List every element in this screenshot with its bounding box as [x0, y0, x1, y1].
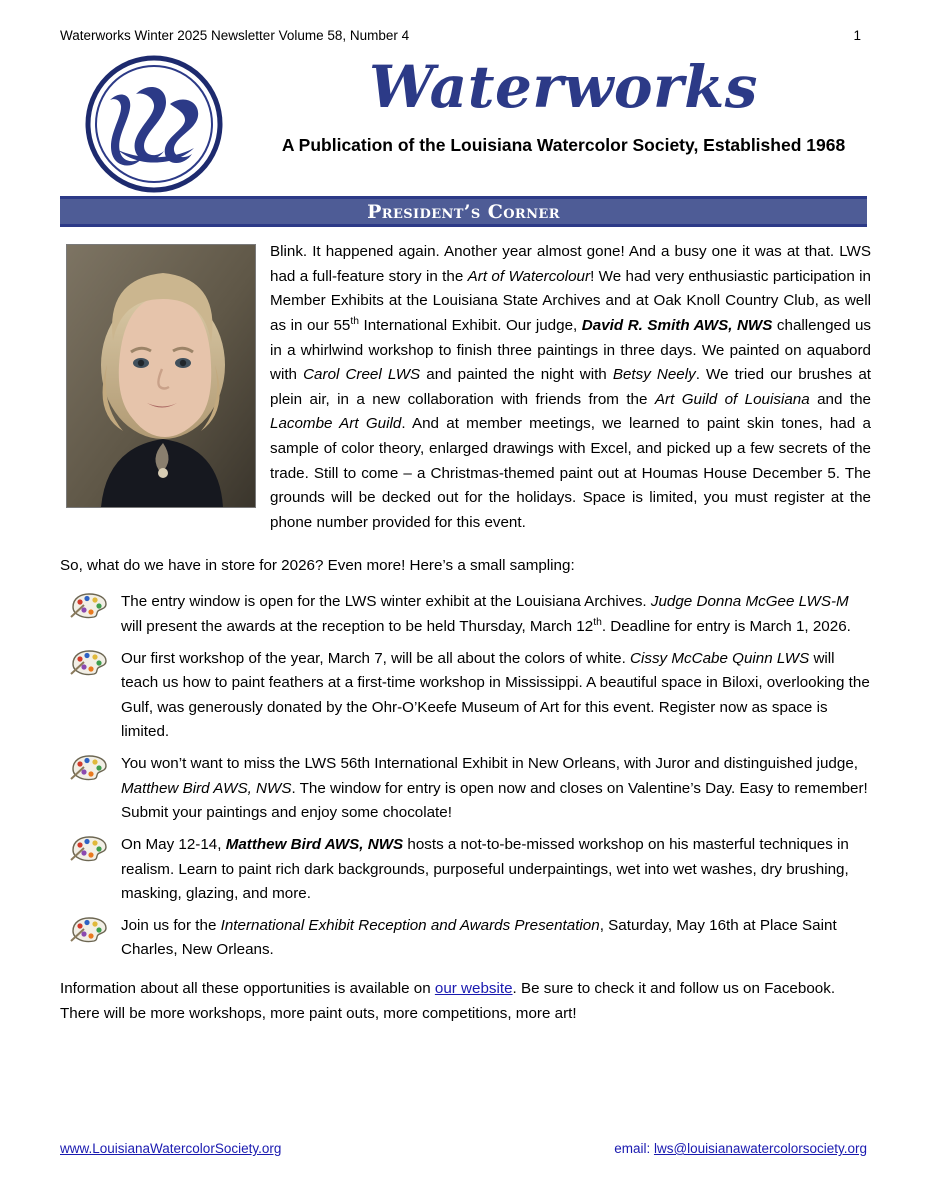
section-banner [60, 196, 867, 227]
paint-palette-icon [70, 917, 108, 943]
list-item-text-2: . The window for entry is open now and closes on Valentine’s Day. Easy to remember! Submit your paintings and enjoy some chocolate! [121, 779, 868, 822]
page-footer [60, 1141, 867, 1156]
list-item-italic-1: Cissy McCabe Quinn LWS [630, 649, 810, 667]
list-item-superscript: th [593, 616, 602, 628]
list-item-text-1: You won’t want to miss the LWS 56th International Exhibit in New Orleans, with Juror and distinguished judge, [121, 755, 858, 772]
lead-text-5: and painted the night with [420, 366, 613, 384]
list-item-text-1: On May 12-14, [121, 835, 226, 853]
lead-text-4: challenged us in a whirlwind workshop to finish three paintings in three days. We painted on aquabord with [270, 316, 871, 384]
paint-palette-icon [70, 593, 108, 619]
paint-palette-icon [70, 755, 108, 781]
list-item-italic-1: Matthew Bird AWS, NWS [225, 835, 404, 853]
lead-italic-4: Betsy Neely [612, 366, 696, 384]
lead-italic-1: Art of Watercolour [467, 267, 591, 285]
paint-palette-icon [70, 650, 108, 676]
lead-text-6: . We tried our brushes at plein air, in a new collaboration with friends from the [270, 366, 871, 408]
list-item-text-2: hosts a not-to-be-missed workshop on his masterful techniques in realism. Learn to paint rich dark backgrounds, purposeful underpaintings, wet into wet washes, dry brushing, masking, glazing, and more. [121, 835, 849, 903]
lead-text-7: and the [809, 390, 871, 408]
running-head-title: Waterworks Winter 2025 Newsletter Volume 58, Number 4 [60, 28, 410, 43]
list-item-text-1: The entry window is open for the LWS winter exhibit at the Louisiana Archives. [121, 593, 651, 611]
list-item [68, 647, 871, 746]
lead-text-2: ! We had very enthusiastic participation in Member Exhibits at the Louisiana State Archives and at Oak Knoll Country Club, as well as in our 55 [270, 267, 871, 334]
list-item [68, 833, 871, 907]
lead-italic-3: Carol Creel LWS [303, 366, 421, 384]
lead-text-3: International Exhibit. Our judge, [358, 316, 582, 334]
list-item-italic-1: Judge Donna McGee LWS-M [650, 593, 849, 611]
our-website-link[interactable]: our website [434, 980, 513, 997]
list-item-text-2: will present the awards at the reception to be held Thursday, March 12 [121, 617, 594, 635]
lead-text-1: Blink. It happened again. Another year almost gone! And a busy one it was at that. LWS had a full-feature story in the [270, 243, 871, 285]
list-item-text-2: , Saturday, May 16th at Place Saint Charles, New Orleans. [121, 916, 837, 959]
upcoming-events-list [60, 590, 871, 963]
list-item [68, 914, 871, 963]
footer-email [614, 1141, 867, 1156]
title-block [260, 52, 867, 156]
paint-palette-icon [70, 836, 108, 862]
list-item-italic-1: International Exhibit Reception and Awards Presentation [220, 916, 600, 934]
list-item-italic-1: Matthew Bird AWS, NWS [121, 779, 292, 797]
footer-email-prefix: email: [614, 1141, 654, 1156]
list-item [68, 752, 871, 826]
closing-text-1: Information about all these opportunities is available on [60, 980, 435, 997]
running-head [60, 28, 867, 43]
masthead [60, 52, 867, 192]
list-item-text-3: . Deadline for entry is March 1, 2026. [601, 617, 851, 635]
footer-email-address[interactable]: lws@louisianawatercolorsociety.org [653, 1141, 867, 1156]
closing-text-2: . Be sure to check it and follow us on Facebook. There will be more workshops, more paint outs, more competitions, more art! [60, 980, 836, 1022]
lead-italic-2: David R. Smith AWS, NWS [581, 316, 773, 334]
footer-website-link[interactable]: www.LouisianaWatercolorSociety.org [60, 1141, 282, 1156]
lead-italic-6: Lacombe Art Guild [270, 415, 402, 433]
lead-text-8: . And at member meetings, we learned to paint skin tones, had a sample of color theory, enlarged drawings with Excel, and picked up a few secrets of the trade. Still to come – a Christmas-themed paint out at Houmas House December 5. The grounds will be decked out for the holidays. Space is limited, you must register at the phone number provided for this event. [270, 415, 871, 531]
list-item-text-1: Join us for the [121, 916, 221, 934]
list-item-text-1: Our first workshop of the year, March 7, will be all about the colors of white. [121, 649, 631, 667]
masthead-subtitle: A Publication of the Louisiana Watercolor Society, Established 1968 [281, 134, 846, 155]
wordmark: Waterworks [369, 53, 758, 121]
list-item [68, 590, 871, 639]
lead-italic-5: Art Guild of Louisiana [654, 390, 810, 408]
president-portrait-photo [66, 244, 256, 508]
lead-superscript: th [350, 315, 359, 327]
section-banner-title: President’s Corner [367, 200, 560, 223]
article-body [60, 240, 871, 1026]
closing-paragraph [60, 977, 871, 1026]
page-number: 1 [853, 28, 861, 43]
list-item-text-2: will teach us how to paint feathers at a first-time workshop in Mississippi. A beautiful space in Biloxi, overlooking the Gulf, was generously donated by the Ohr-O’Keefe Museum of Art for this event. Register now as space is limited. [121, 649, 870, 741]
sampling-intro: So, what do we have in store for 2026? Even more! Here’s a small sampling: [60, 556, 575, 574]
lws-monogram-logo [84, 54, 224, 194]
